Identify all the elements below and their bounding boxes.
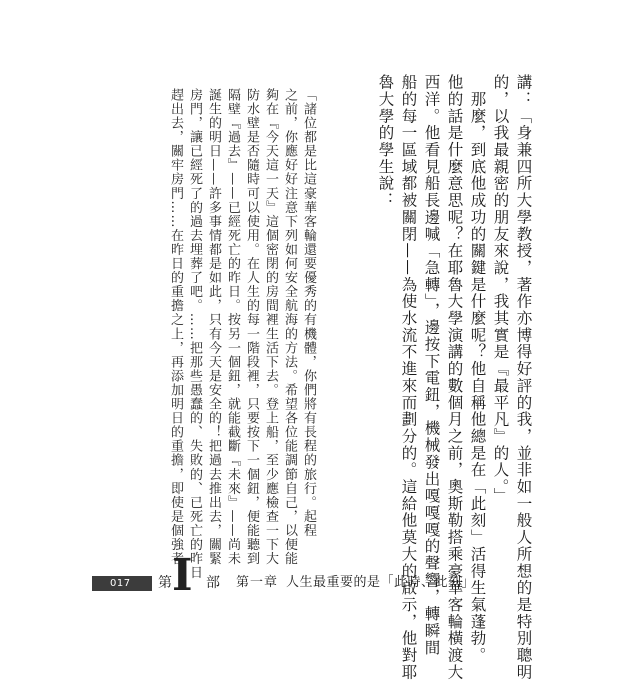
- quote-column: 誕生的明日——許多事情都是如此，只有今天是安全的！把過去推出去，關緊: [206, 88, 221, 566]
- quote-column: 之前，你應好好注意下列如何安全航海的方法。希望各位能調節自己，以便能: [282, 88, 297, 566]
- chapter-title: 人生最重要的是「此時、此刻」: [286, 575, 476, 590]
- page-number: 017: [110, 578, 131, 589]
- text-column: 魯大學的學生說：: [376, 74, 395, 209]
- quote-column: 「諸位都是比這豪華客輪還要優秀的有機體，你們將有長程的旅行。起程: [301, 88, 316, 538]
- part-suffix: 部: [206, 575, 220, 591]
- text-column: 的，以我最親密的朋友來說，我其實是『最平凡』的人。」: [491, 74, 510, 505]
- text-column: 他的話是什麼意思呢？在耶魯大學演講的數個月之前，奧斯勒搭乘豪華客輪橫渡大: [445, 74, 464, 681]
- text-column: 西洋。他看見船長邊喊「急轉」，邊按下電鈕，機械發出嘎嘎嘎的聲響，轉瞬間: [422, 74, 441, 656]
- text-column: 那麼，到底他成功的關鍵是什麼呢？他自稱他總是在「此刻」活得生氣蓬勃。: [468, 74, 487, 664]
- part-numeral: I: [172, 550, 193, 601]
- text-column: 船的每一區域都被關閉——為使水流不進來而劃分的。這給他莫大的啟示，他對耶: [399, 74, 418, 681]
- text-column: 講：「身兼四所大學教授，著作亦博得好評的我，並非如一般人所想的是特別聰明: [514, 74, 533, 681]
- part-prefix: 第: [158, 575, 172, 591]
- quote-column: 房門，讓已經死了的過去埋葬了吧。……把那些愚蠢的、失敗的、已死亡的昨日: [187, 88, 202, 580]
- page-footer: [0, 550, 640, 610]
- quote-column: 夠在『今天這一天』這個密閉的房間裡生活下去。登上船，至少應檢查一下大: [263, 88, 278, 566]
- quote-column: 趕出去，關牢房門……在昨日的重擔之上，再添加明日的重擔，即使是個強者: [168, 88, 183, 566]
- chapter-label: 第一章: [236, 575, 279, 590]
- quote-column: 隔壁『過去』——已經死亡的昨日。按另一個鈕，就能截斷『未來』——尚未: [225, 88, 240, 566]
- quote-column: 防水壁是否隨時可以使用。在人生的每一階段裡，只要按下一個鈕，便能聽到: [244, 88, 259, 566]
